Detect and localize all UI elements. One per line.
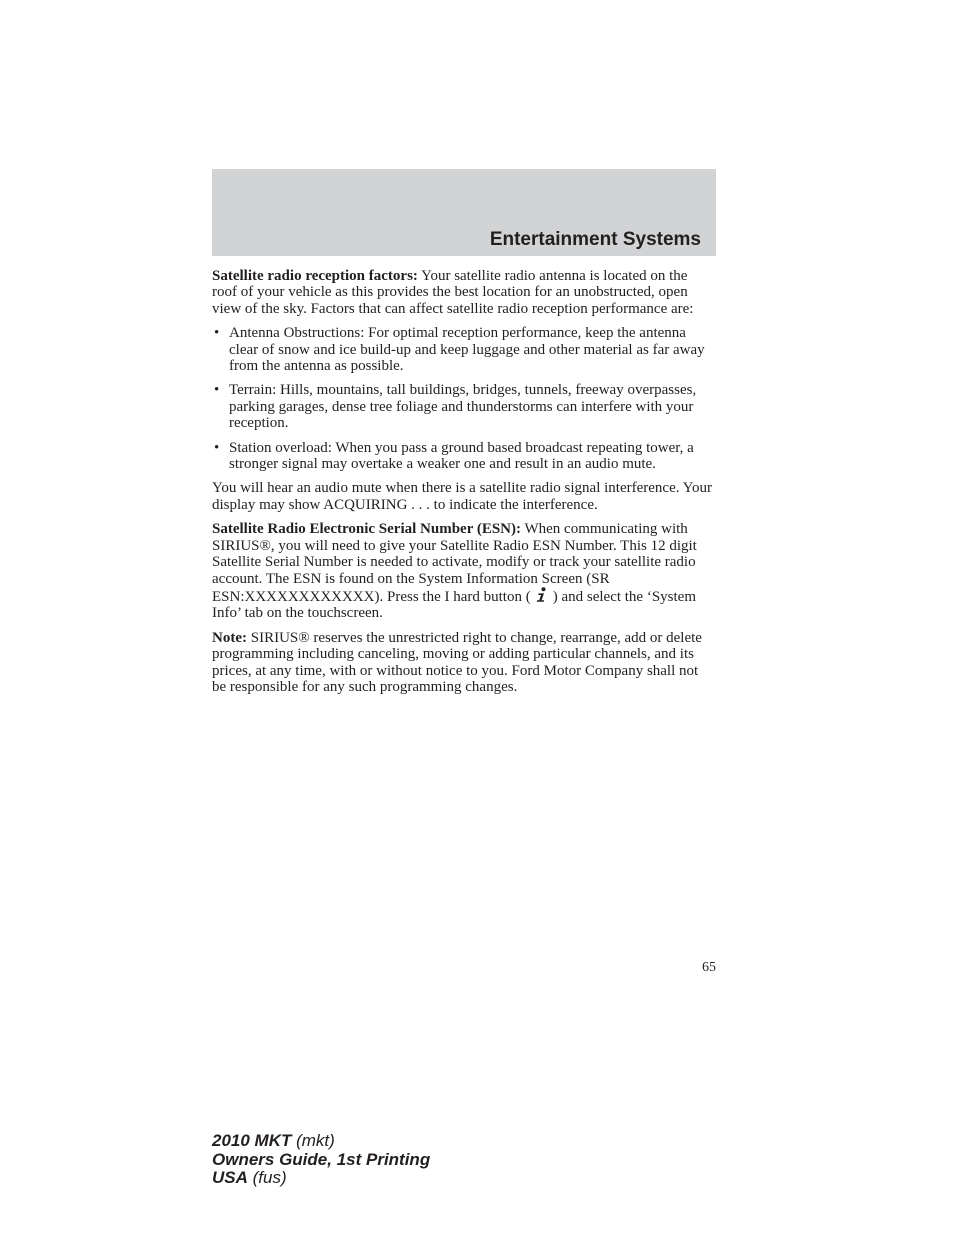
esn-heading: Satellite Radio Electronic Serial Number (ESN):: [212, 521, 521, 538]
esn-text-before: When communicating with SIRIUS®, you will need to give your Satellite Radio ESN Number. This 12 digit Satellite Serial Number is needed to activate, modify or track your satellite radio account. The ESN is found on the System Information Screen (SR ESN:XXXXXXXXXXXX). Press the I hard button (: [212, 521, 697, 605]
footer-market-code: (fus): [247, 1168, 287, 1187]
footer-market: USA: [212, 1168, 248, 1187]
audio-mute-paragraph: You will hear an audio mute when there is a satellite radio signal interference. Your display may show ACQUIRING . . . to indicate the interference.: [212, 480, 713, 513]
reception-factors-text: Your satellite radio antenna is located on the roof of your vehicle as this provides the best location for an unobstructed, open view of the sky. Factors that can affect satellite radio reception performance are:: [212, 268, 694, 317]
list-item-text: Station overload: When you pass a ground based broadcast repeating tower, a stronger signal may overtake a weaker one and result in an audio mute.: [229, 439, 694, 473]
reception-factors-paragraph: [212, 268, 716, 317]
footer-line-model: [212, 1132, 430, 1151]
reception-factors-heading: Satellite radio reception factors:: [212, 268, 418, 284]
footer-model: 2010 MKT: [212, 1131, 292, 1150]
note-paragraph: [212, 630, 716, 696]
list-item: [212, 325, 716, 374]
section-title: Entertainment Systems: [489, 229, 701, 250]
footer-guide-edition: Owners Guide, 1st Printing: [212, 1149, 431, 1169]
esn-text-after: ) and select the ‘System Info’ tab on the touchscreen.: [212, 588, 697, 622]
info-icon: [531, 587, 553, 603]
list-item-text: Terrain: Hills, mountains, tall buildings, bridges, tunnels, freeway overpasses, parking garages, dense tree foliage and thunderstorms can interfere with your reception.: [229, 382, 697, 432]
footer-model-code: (mkt): [291, 1131, 335, 1150]
list-item: [212, 382, 716, 431]
note-text: SIRIUS® reserves the unrestricted right to change, rearrange, add or delete programming including canceling, moving or adding particular channels, and its prices, at any time, with or without notice to you. Ford Motor Company shall not be responsible for any such programming changes.: [212, 629, 702, 695]
list-item-text: Antenna Obstructions: For optimal reception performance, keep the antenna clear of snow and ice build-up and keep luggage and other material as far away from the antenna as possible.: [229, 325, 705, 375]
esn-paragraph: [212, 521, 716, 621]
reception-factors-list: [212, 325, 716, 472]
section-header-band: [212, 169, 716, 256]
bullet-icon: •: [214, 325, 220, 342]
bullet-icon: •: [214, 439, 220, 456]
footer-line-market: [212, 1169, 430, 1188]
bullet-icon: •: [214, 382, 220, 399]
list-item: [212, 440, 716, 473]
page-number: 65: [702, 960, 716, 975]
footer: [212, 1132, 430, 1188]
note-label: Note:: [212, 629, 247, 646]
page-content: [212, 268, 716, 703]
